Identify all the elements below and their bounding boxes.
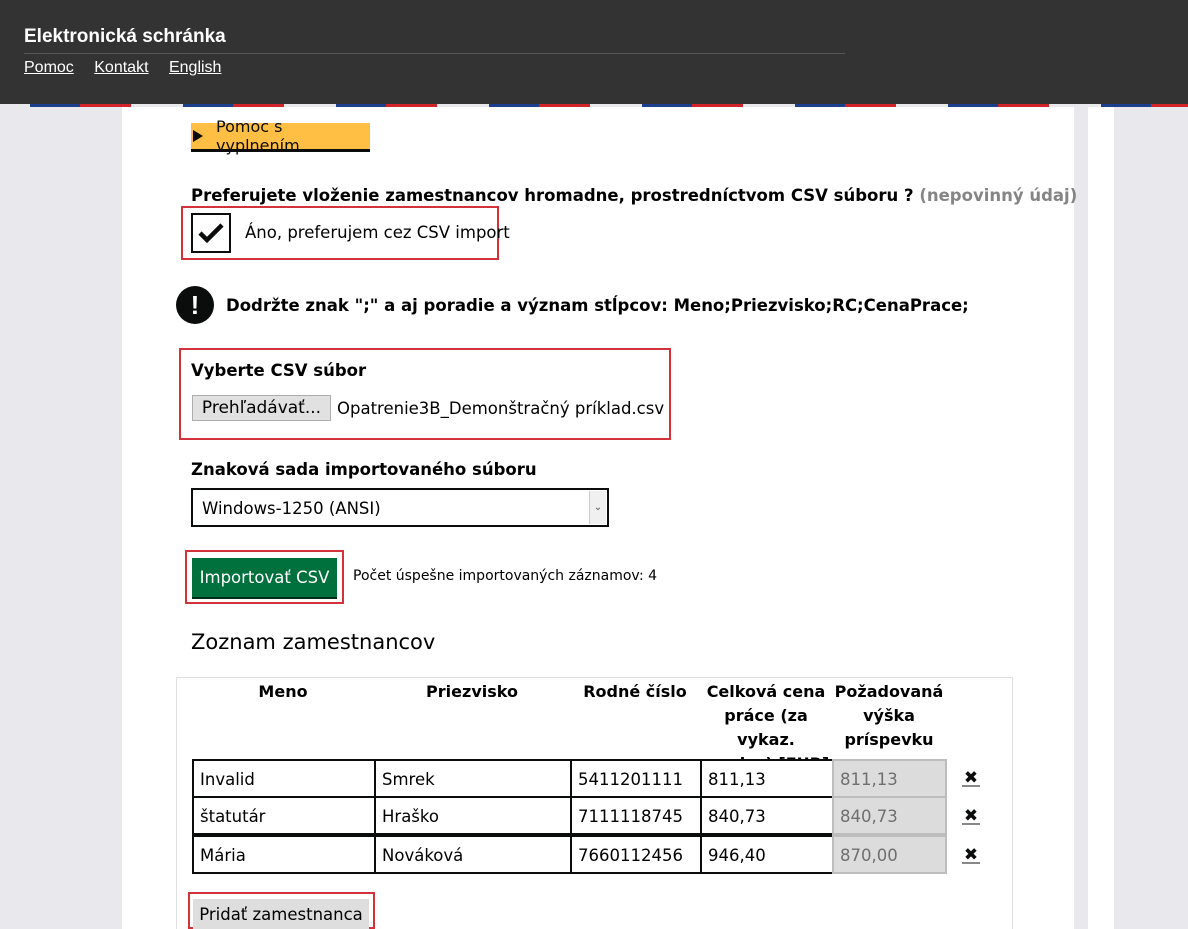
nav-link-kontakt[interactable]: Kontakt [94,59,149,76]
nav-link-pomoc[interactable]: Pomoc [24,59,74,76]
csv-import-checkbox[interactable] [191,213,231,253]
priezvisko-input[interactable]: Hraško [374,796,572,835]
rodne-cislo-input[interactable]: 7111118745 [570,796,702,835]
celkova-cena-input[interactable]: 811,13 [700,759,834,798]
charset-label: Znaková sada importovaného súboru [191,460,537,479]
csv-import-checkbox-label[interactable]: Áno, preferujem cez CSV import [245,223,510,242]
delete-row-icon[interactable]: ✖ [963,768,979,788]
column-header-celkova-cena: Celková cena práce (za vykaz. [706,682,826,749]
optional-hint: (nepovinný údaj) [919,186,1078,205]
header-divider [24,53,845,54]
help-toggle-label: Pomoc s vyplnením [216,117,300,155]
triangle-right-icon [193,130,203,142]
priezvisko-input[interactable]: Smrek [374,759,572,798]
add-employee-button[interactable]: Pridať zamestnanca [193,899,369,929]
file-label: Vyberte CSV súbor [191,361,367,380]
import-count-text: Počet úspešne importovaných záznamov: 4 [353,568,658,584]
nav-link-english[interactable]: English [168,59,222,76]
rodne-cislo-input[interactable]: 7660112456 [570,835,702,874]
import-csv-button[interactable]: Importovať CSV [192,558,337,597]
charset-select[interactable] [191,488,609,527]
warning-text: Dodržte znak ";" a aj poradie a význam stĺpcov: Meno;Priezvisko;RC;CenaPrace; [226,296,969,315]
question-text: Preferujete vloženie zamestnancov hromadne, prostredníctvom CSV súboru ? [191,186,914,205]
table-row [192,835,979,874]
header-nav [24,59,237,77]
column-header-rodne-cislo: Rodné číslo [583,682,687,701]
employee-list-title: Zoznam zamestnancov [191,630,436,654]
table-row [192,796,979,835]
pozadovana-vyska-value: 811,13 [832,759,947,798]
rodne-cislo-input[interactable]: 5411201111 [570,759,702,798]
pozadovana-vyska-value: 870,00 [832,835,947,874]
warning-icon: ! [176,286,214,324]
celkova-cena-input[interactable]: 840,73 [700,796,834,835]
pozadovana-vyska-value: 840,73 [832,796,947,835]
help-toggle[interactable] [191,117,370,155]
meno-input[interactable]: štatutár [192,796,376,835]
column-header-priezvisko: Priezvisko [426,682,518,701]
celkova-cena-input[interactable]: 946,40 [700,835,834,874]
checkmark-icon [198,222,224,244]
delete-row-icon[interactable]: ✖ [963,806,979,826]
column-header-pozadovana-vyska: Požadovaná výška príspevku [834,682,944,749]
selected-file-name: Opatrenie3B_Demonštračný príklad.csv [337,399,665,418]
site-title: Elektronická schránka [24,26,226,47]
charset-selected-value: Windows-1250 (ANSI) [202,499,381,518]
meno-input[interactable]: Invalid [192,759,376,798]
csv-preference-question [191,186,1077,205]
meno-input[interactable]: Mária [192,835,376,874]
chevron-down-icon: ⌄ [589,491,606,524]
priezvisko-input[interactable]: Nováková [374,835,572,874]
site-header [0,0,1188,104]
column-header-meno: Meno [258,682,308,701]
table-row [192,759,979,798]
browse-button[interactable]: Prehľadávať... [192,395,331,421]
right-panel [1088,107,1114,929]
delete-row-icon[interactable]: ✖ [963,845,979,865]
